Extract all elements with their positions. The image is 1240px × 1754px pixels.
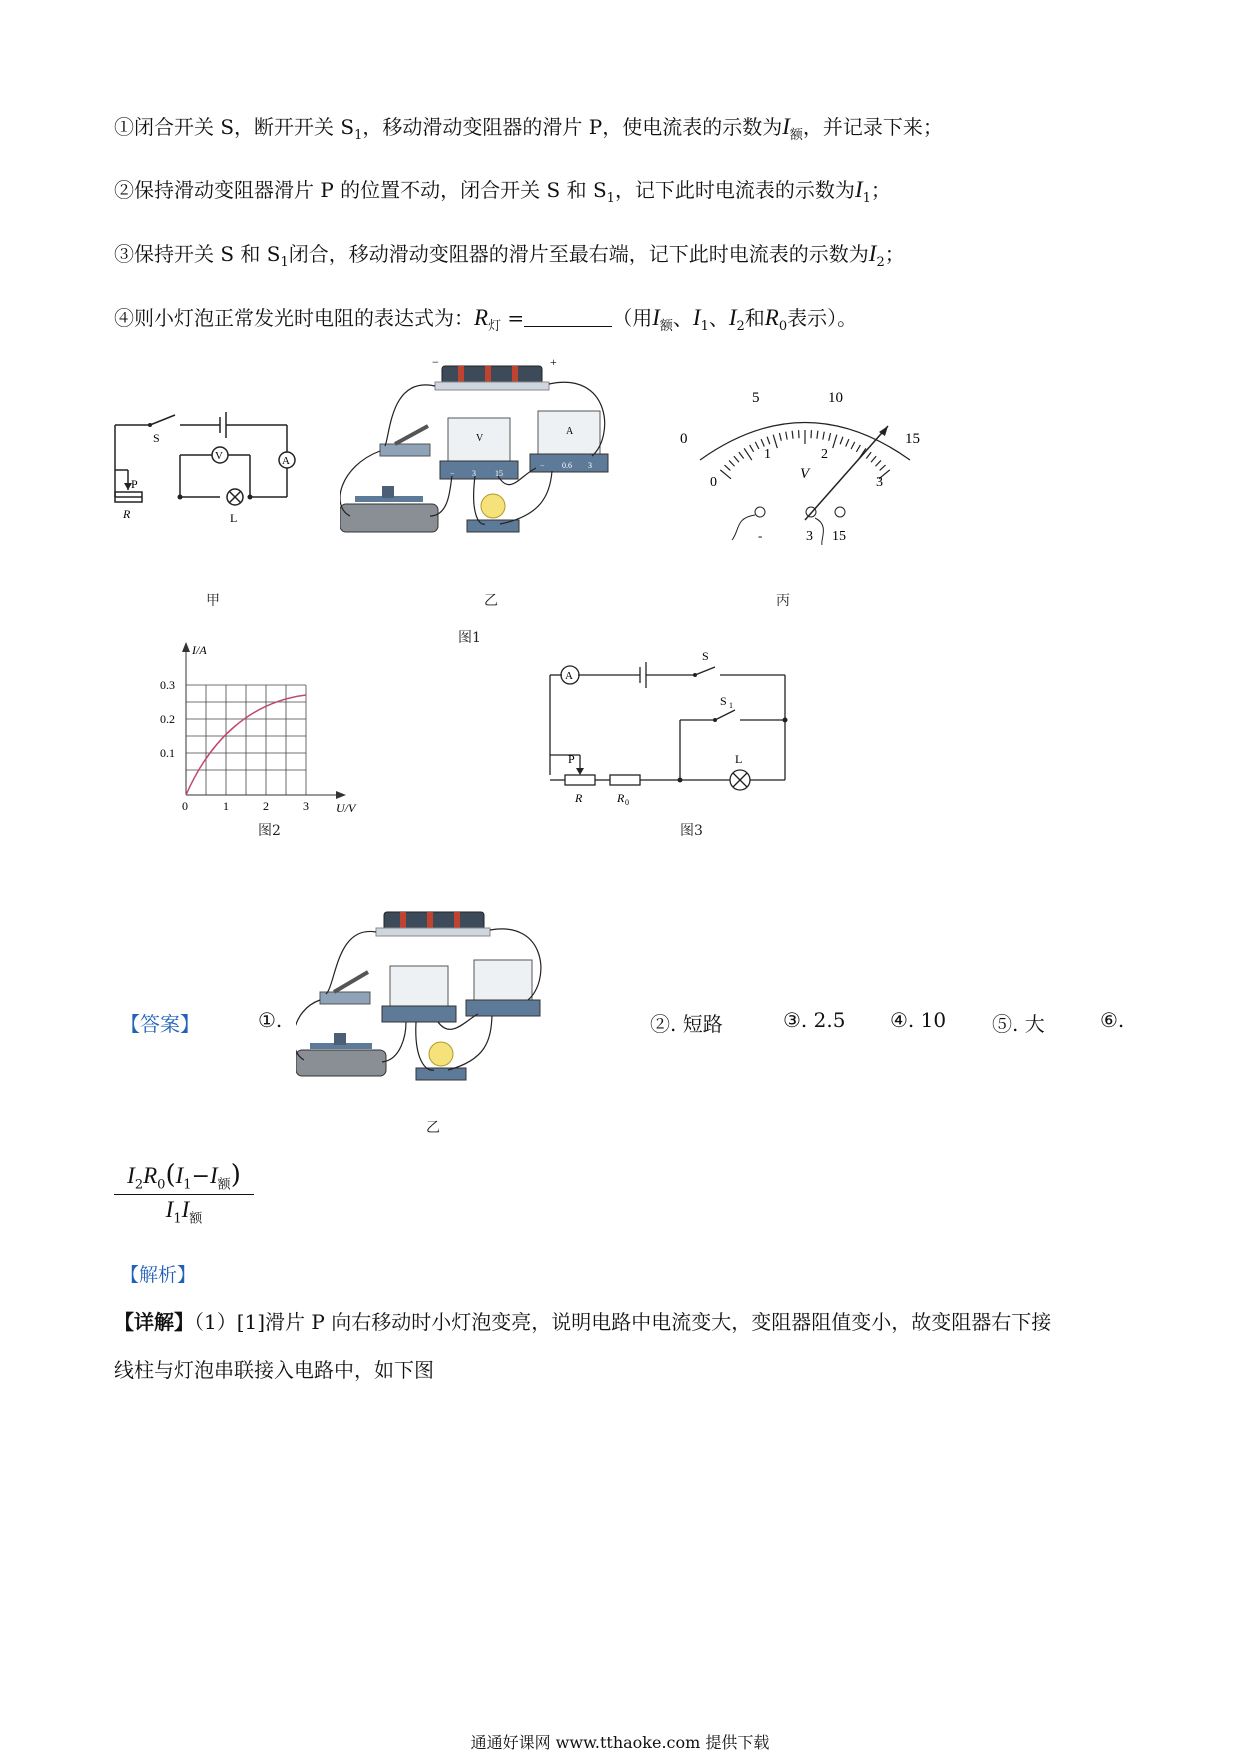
rheostat-label: R <box>123 507 131 521</box>
svg-text:1: 1 <box>764 447 771 462</box>
svg-text:I/A: I/A <box>192 643 207 657</box>
svg-text:3: 3 <box>588 461 592 470</box>
slider-label: P <box>131 477 138 491</box>
dial-tick <box>792 431 793 439</box>
svg-text:0.2: 0.2 <box>160 712 175 726</box>
answer-6: ⑥. <box>1100 1008 1125 1032</box>
fraction-numerator: $I_2R_0(I_1-I_额)$ <box>127 1160 241 1193</box>
lamp-label: L <box>230 511 238 525</box>
dial-tick <box>773 435 777 448</box>
svg-text:0: 0 <box>182 799 188 813</box>
caption-figure3: 图3 <box>680 823 703 839</box>
dial-tick <box>880 465 886 470</box>
svg-text:0: 0 <box>680 431 688 447</box>
dial-tick <box>729 460 735 466</box>
dial-tick <box>875 460 881 466</box>
yi-ammeter-letter: A <box>566 426 574 437</box>
dial-tick <box>846 439 849 446</box>
dial-tick <box>786 432 787 440</box>
answer-2: ②. 短路 <box>650 1012 723 1036</box>
svg-text:10: 10 <box>828 390 843 406</box>
dial-tick <box>724 465 730 470</box>
figure2-iu-graph <box>150 640 380 815</box>
dial-tick <box>755 442 759 449</box>
step-2: ②保持滑动变阻器滑片 P 的位置不动，闭合开关 S 和 $S_1$，记下此时电流表的示数为$I_1$； <box>114 177 891 206</box>
svg-text:3: 3 <box>876 475 883 490</box>
dial-tick <box>750 445 754 452</box>
dial-tick <box>856 445 860 452</box>
svg-text:0.1: 0.1 <box>160 746 175 760</box>
svg-text:15: 15 <box>495 469 503 478</box>
caption-jia: 甲 <box>206 593 220 609</box>
dial-tick <box>720 470 731 479</box>
answer-4: ④. 10 <box>890 1008 947 1032</box>
answer-apparatus <box>296 900 596 1100</box>
svg-text:3: 3 <box>472 469 476 478</box>
answer-label: 【答案】 <box>120 1012 200 1036</box>
svg-text:−: − <box>450 469 455 478</box>
figure1-jia-circuit <box>105 400 305 530</box>
dial-tick <box>829 433 831 441</box>
svg-text:R: R <box>575 791 583 805</box>
dial-tick <box>779 433 781 441</box>
detail-line-2: 线柱与灯泡串联接入电路中，如下图 <box>114 1358 434 1382</box>
svg-text:15: 15 <box>832 529 846 544</box>
yi-voltmeter-letter: V <box>476 433 484 444</box>
figure1-bing-dial <box>680 390 930 550</box>
svg-text:R: R <box>617 791 625 805</box>
svg-text:0: 0 <box>625 798 629 805</box>
svg-text:0: 0 <box>710 475 717 490</box>
answer-fraction <box>114 1160 254 1227</box>
caption-figure2: 图2 <box>258 823 281 839</box>
dial-tick <box>817 431 818 439</box>
ammeter-label: A <box>282 455 290 467</box>
caption-figure1: 图1 <box>458 630 481 646</box>
svg-text:P: P <box>568 752 575 766</box>
dial-tick <box>734 456 739 462</box>
analysis-label: 【解析】 <box>120 1264 197 1286</box>
step-3: ③保持开关 S 和 $S_1$闭合，移动滑动变阻器的滑片至最右端，记下此时电流表的示数为$I_2$； <box>114 241 905 270</box>
svg-text:2: 2 <box>263 799 269 813</box>
svg-text:A: A <box>565 670 573 682</box>
svg-text:2: 2 <box>821 447 828 462</box>
footer: 通通好课网 www.tthaoke.com 提供下载 <box>470 1733 770 1752</box>
svg-text:5: 5 <box>752 390 760 406</box>
answer-3: ③. 2.5 <box>783 1008 846 1032</box>
dial-tick <box>761 439 764 446</box>
dial-tick <box>823 432 824 440</box>
answer-1: ①. <box>258 1008 283 1032</box>
svg-text:0.3: 0.3 <box>160 678 175 692</box>
dial-tick <box>840 437 843 445</box>
svg-text:0.6: 0.6 <box>562 461 572 470</box>
svg-text:L: L <box>735 752 743 766</box>
figure1-yi-apparatus <box>340 356 675 556</box>
svg-text:S: S <box>702 649 709 663</box>
svg-text:U/V: U/V <box>336 801 356 815</box>
battery-plus: + <box>550 356 557 369</box>
switch-label: S <box>153 431 160 445</box>
caption-yi: 乙 <box>484 593 498 609</box>
dial-tick <box>833 435 837 448</box>
dial-tick <box>739 452 744 458</box>
answer-5: ⑤. 大 <box>992 1012 1045 1036</box>
svg-text:3: 3 <box>806 529 813 544</box>
dial-tick <box>767 437 770 445</box>
svg-text:S: S <box>720 694 727 708</box>
svg-text:V: V <box>800 466 810 482</box>
dial-tick <box>871 456 876 462</box>
step-1: ①闭合开关 S，断开开关 $S_1$，移动滑动变阻器的滑片 P，使电流表的示数为$I_额$，并记录下来； <box>114 114 943 143</box>
figure3-circuit <box>520 645 800 805</box>
svg-text:-: - <box>758 528 763 543</box>
svg-text:1: 1 <box>223 799 229 813</box>
svg-text:1: 1 <box>729 701 733 710</box>
detail-line-1: 【详解】（1）[1]滑片 P 向右移动时小灯泡变亮，说明电路中电流变大，变阻器阻值变小，故变阻器右下接 <box>114 1310 1052 1334</box>
dial-tick <box>866 452 871 458</box>
caption-answer-yi: 乙 <box>426 1120 440 1136</box>
fraction-denominator: $I_1I_额$ <box>165 1197 203 1227</box>
dial-tick <box>851 442 855 449</box>
svg-text:−: − <box>540 461 545 470</box>
dial-tick <box>744 448 752 460</box>
battery-minus: − <box>432 356 439 369</box>
answer-blank <box>524 306 612 327</box>
step-4: ④则小灯泡正常发光时电阻的表达式为：$R_灯$ = （用$I_额$、$I_1$、$I_2$和$R_0$表示）。 <box>114 305 858 334</box>
svg-text:3: 3 <box>303 799 309 813</box>
caption-bing: 丙 <box>776 593 790 609</box>
svg-text:15: 15 <box>905 431 920 447</box>
voltmeter-label: V <box>215 450 223 462</box>
